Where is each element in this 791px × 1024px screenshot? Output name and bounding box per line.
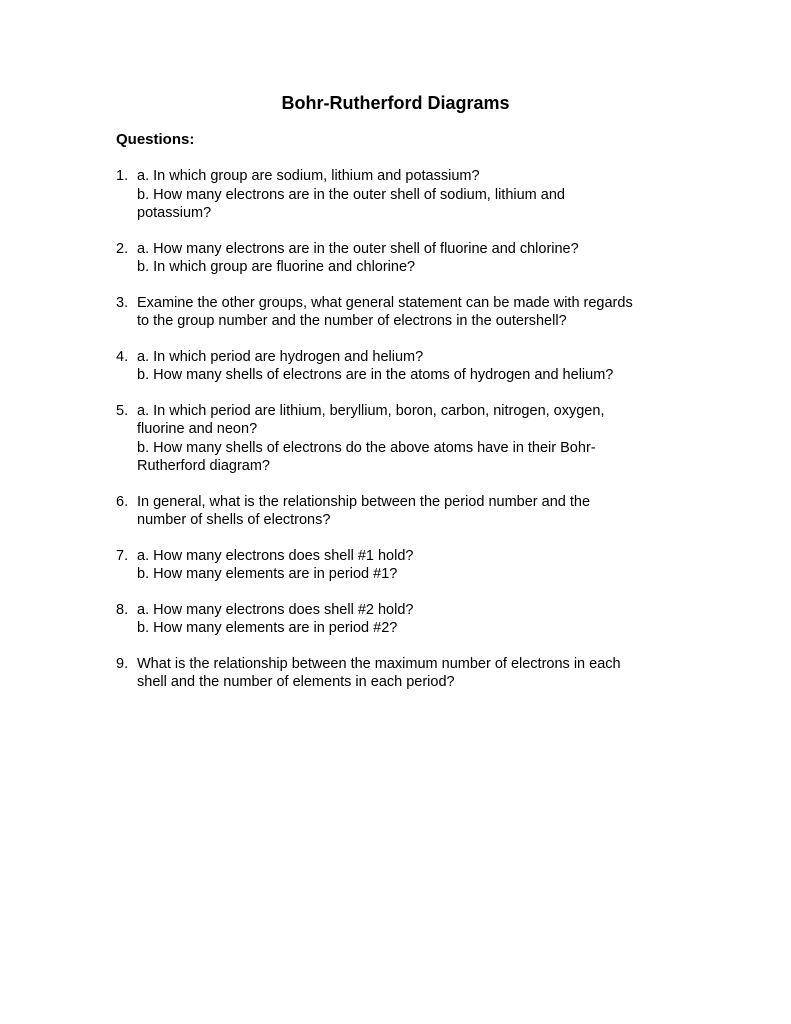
question-number: 7.: [116, 547, 129, 564]
question-line: a. In which period are hydrogen and helium?: [137, 348, 424, 365]
question-item: [116, 294, 676, 331]
page-title: Bohr-Rutherford Diagrams: [281, 93, 510, 113]
question-line: Examine the other groups, what general statement can be made with regards: [137, 294, 633, 311]
question-item: [116, 547, 676, 584]
question-line: What is the relationship between the maximum number of electrons in each: [137, 655, 621, 672]
question-number: 2.: [116, 240, 129, 257]
question-text: [137, 402, 676, 476]
question-item: [116, 655, 676, 692]
question-number: 1.: [116, 168, 129, 184]
question-line: fluorine and neon?: [137, 421, 258, 437]
question-line: a. How many electrons does shell #2 hold?: [137, 601, 414, 618]
question-line: a. How many electrons are in the outer shell of fluorine and chlorine?: [137, 240, 579, 257]
question-line: a. How many electrons does shell #1 hold?: [137, 547, 414, 564]
question-line: a. In which period are lithium, beryllium, boron, carbon, nitrogen, oxygen,: [137, 402, 605, 419]
question-item: [116, 240, 676, 277]
question-line: b. How many shells of electrons do the above atoms have in their Bohr-: [137, 439, 596, 456]
question-line: to the group number and the number of electrons in the outershell?: [137, 313, 567, 329]
question-line: In general, what is the relationship between the period number and the: [137, 493, 591, 510]
question-text: [137, 601, 676, 638]
question-item: [116, 601, 676, 638]
question-line: b. How many elements are in period #2?: [137, 620, 398, 636]
question-text: [137, 655, 676, 692]
question-item: [116, 348, 676, 385]
question-line: b. How many elements are in period #1?: [137, 566, 398, 582]
question-line: b. How many shells of electrons are in the atoms of hydrogen and helium?: [137, 367, 614, 383]
question-number: 8.: [116, 601, 129, 618]
question-text: [137, 493, 676, 530]
question-text: [137, 240, 676, 277]
question-item: [116, 167, 676, 223]
question-text: [137, 294, 676, 331]
question-number: 3.: [116, 294, 129, 311]
question-number: 6.: [116, 493, 129, 510]
question-number: 9.: [116, 655, 129, 672]
question-number: 5.: [116, 402, 129, 419]
question-line: a. In which group are sodium, lithium and potassium?: [137, 168, 480, 184]
question-number: 4.: [116, 348, 129, 365]
question-line: b. How many electrons are in the outer shell of sodium, lithium and: [137, 186, 565, 203]
section-heading: Questions:: [116, 131, 195, 148]
question-item: [116, 493, 676, 530]
question-line: b. In which group are fluorine and chlorine?: [137, 259, 416, 275]
question-text: [137, 348, 676, 385]
question-text: [137, 547, 676, 584]
question-line: Rutherford diagram?: [137, 458, 270, 474]
question-list: [116, 167, 676, 692]
question-line: shell and the number of elements in each period?: [137, 674, 455, 690]
question-line: potassium?: [137, 205, 212, 221]
question-text: [137, 167, 676, 223]
question-line: number of shells of electrons?: [137, 512, 331, 528]
question-item: [116, 402, 676, 476]
